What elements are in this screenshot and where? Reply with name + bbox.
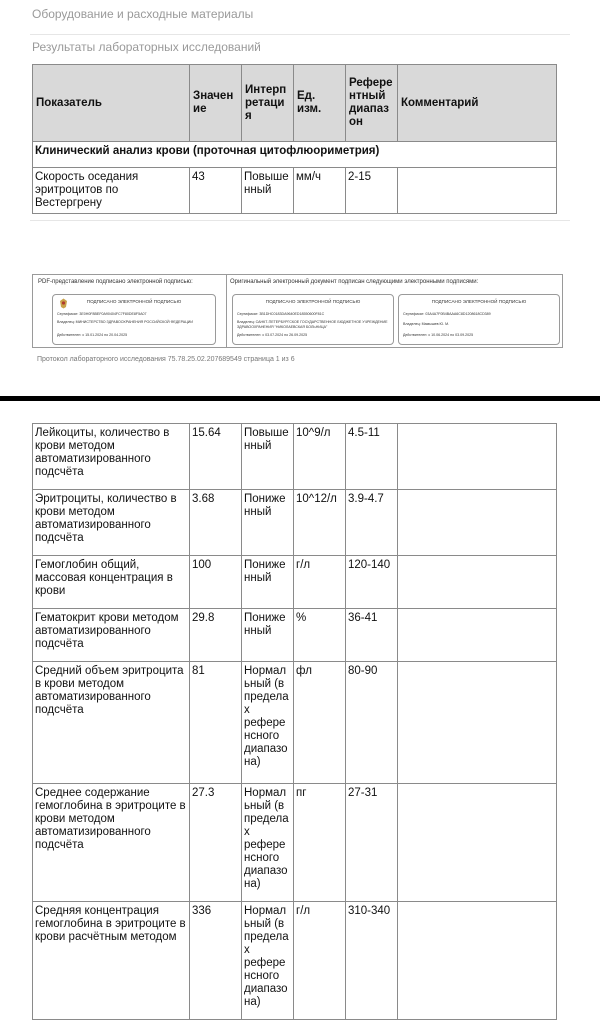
header-indicator: Показатель xyxy=(33,65,190,142)
cell-value: 100 xyxy=(190,556,242,609)
cell-comment xyxy=(398,662,557,784)
cell-range: 310-340 xyxy=(346,902,398,1020)
cell-name: Эритроциты, количество в крови методом автоматизированного подсчёта xyxy=(33,490,190,556)
cell-unit: фл xyxy=(294,662,346,784)
original-signature-caption: Оригинальный электронный документ подписан следующими электронными подписями: xyxy=(230,279,479,285)
table-row xyxy=(33,424,557,490)
cell-interpretation: Нормальный (в пределах референсного диапазона) xyxy=(242,662,294,784)
table-row xyxy=(33,784,557,902)
cell-interpretation: Пониженный xyxy=(242,609,294,662)
results-table-top xyxy=(32,64,557,214)
header-unit: Ед. изм. xyxy=(294,65,346,142)
cell-range: 80-90 xyxy=(346,662,398,784)
signature-card xyxy=(52,294,216,345)
equipment-section-title: Оборудование и расходные материалы xyxy=(32,7,254,21)
section-row xyxy=(33,142,557,168)
cell-value: 336 xyxy=(190,902,242,1020)
cell-interpretation: Повышенный xyxy=(242,424,294,490)
cell-comment xyxy=(398,424,557,490)
cell-range: 4.5-11 xyxy=(346,424,398,490)
cell-value: 43 xyxy=(190,168,242,214)
cell-range: 36-41 xyxy=(346,609,398,662)
section-title: Клинический анализ крови (проточная цитофлюориметрия) xyxy=(33,142,557,168)
cell-value: 15.64 xyxy=(190,424,242,490)
cell-unit: 10^9/л xyxy=(294,424,346,490)
signature-card-title: ПОДПИСАНО ЭЛЕКТРОННОЙ ПОДПИСЬЮ xyxy=(265,299,361,304)
cell-unit: г/л xyxy=(294,902,346,1020)
header-reference-range: Референтный диапазон xyxy=(346,65,398,142)
cell-interpretation: Нормальный (в пределах референсного диапазона) xyxy=(242,784,294,902)
cell-value: 81 xyxy=(190,662,242,784)
cell-range: 2-15 xyxy=(346,168,398,214)
cell-name: Средний объем эритроцита в крови методом автоматизированного подсчёта xyxy=(33,662,190,784)
cell-interpretation: Пониженный xyxy=(242,490,294,556)
signature-owner: Владелец: САНКТ-ПЕТЕРБУРГСКОЕ ГОСУДАРСТВЕННОЕ БЮДЖЕТНОЕ УЧРЕЖДЕНИЕ ЗДРАВООХРАНЕНИЯ "НИКОЛАЕВСКАЯ БОЛЬНИЦА" xyxy=(237,320,388,329)
cell-value: 3.68 xyxy=(190,490,242,556)
signature-cert: Сертификат: 3B1DHC0183DA9640ED18550600F81C xyxy=(237,312,325,316)
signature-valid: Действителен: с 03.07.2024 по 26.09.2025 xyxy=(237,333,308,337)
cell-comment xyxy=(398,902,557,1020)
cell-unit: мм/ч xyxy=(294,168,346,214)
cell-name: Лейкоциты, количество в крови методом автоматизированного подсчёта xyxy=(33,424,190,490)
page-break xyxy=(0,396,600,401)
cell-interpretation: Пониженный xyxy=(242,556,294,609)
cell-comment xyxy=(398,490,557,556)
cell-range: 120-140 xyxy=(346,556,398,609)
header-value: Значение xyxy=(190,65,242,142)
cell-name: Среднее содержание гемоглобина в эритроците в крови методом автоматизированного подсчёта xyxy=(33,784,190,902)
cell-interpretation: Нормальный (в пределах референсного диапазона) xyxy=(242,902,294,1020)
cell-name: Скорость оседания эритроцитов по Вестергрену xyxy=(33,168,190,214)
signature-cert: Сертификат: 3E0H0F8BEF0A90404FC7F80DE8F5A07 xyxy=(57,312,147,316)
signature-card xyxy=(398,294,560,345)
cell-name: Гемоглобин общий, массовая концентрация в крови xyxy=(33,556,190,609)
signature-valid: Действителен: с 15.01.2024 по 20.04.2025 xyxy=(57,333,128,337)
pdf-signature-caption: PDF-представление подписано электронной подписью: xyxy=(38,279,193,285)
table-row xyxy=(33,902,557,1020)
cell-comment xyxy=(398,556,557,609)
cell-unit: пг xyxy=(294,784,346,902)
results-table-continued xyxy=(32,423,557,1020)
cell-range: 3.9-4.7 xyxy=(346,490,398,556)
table-row xyxy=(33,662,557,784)
cell-comment xyxy=(398,784,557,902)
signature-card-title: ПОДПИСАНО ЭЛЕКТРОННОЙ ПОДПИСЬЮ xyxy=(431,299,527,304)
cell-unit: г/л xyxy=(294,556,346,609)
signature-owner: Владелец: Мамышев Ю. М. xyxy=(403,322,450,326)
protocol-footer: Протокол лабораторного исследования 75.78.25.02.207689549 страница 1 из 6 xyxy=(37,356,295,363)
cell-value: 27.3 xyxy=(190,784,242,902)
signature-cert: Сертификат: 03A4A7F0B4BAAA6C8D1208618CD389 xyxy=(403,312,491,316)
cell-comment xyxy=(398,168,557,214)
signature-divider xyxy=(226,275,227,348)
signature-owner: Владелец: МИНИСТЕРСТВО ЗДРАВООХРАНЕНИЯ РОССИЙСКОЙ ФЕДЕРАЦИИ xyxy=(57,320,193,324)
cell-name: Гематокрит крови методом автоматизированного подсчёта xyxy=(33,609,190,662)
signature-block xyxy=(32,274,563,348)
table-row xyxy=(33,556,557,609)
header-comment: Комментарий xyxy=(398,65,557,142)
cell-range: 27-31 xyxy=(346,784,398,902)
results-section-title: Результаты лабораторных исследований xyxy=(32,40,261,54)
cell-value: 29.8 xyxy=(190,609,242,662)
header-interpretation: Интерпретация xyxy=(242,65,294,142)
table-header-row xyxy=(33,65,557,142)
divider xyxy=(30,34,570,35)
table-row xyxy=(33,168,557,214)
table-row xyxy=(33,609,557,662)
signature-card-title: ПОДПИСАНО ЭЛЕКТРОННОЙ ПОДПИСЬЮ xyxy=(86,299,182,304)
divider xyxy=(30,220,570,221)
signature-valid: Действителен: с 10.06.2024 по 03.09.2025 xyxy=(403,333,474,337)
signature-card xyxy=(232,294,394,345)
cell-unit: % xyxy=(294,609,346,662)
cell-name: Средняя концентрация гемоглобина в эритроците в крови расчётным методом xyxy=(33,902,190,1020)
cell-comment xyxy=(398,609,557,662)
table-row xyxy=(33,490,557,556)
cell-interpretation: Повышенный xyxy=(242,168,294,214)
cell-unit: 10^12/л xyxy=(294,490,346,556)
